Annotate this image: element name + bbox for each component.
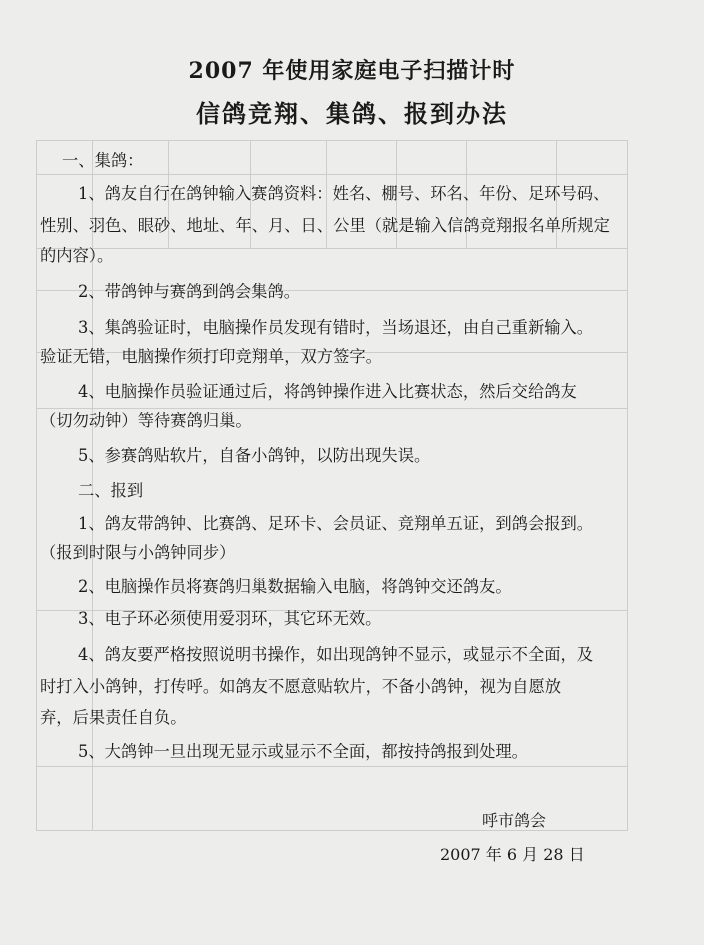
paragraph-line: 2、带鸽钟与赛鸽到鸽会集鸽。 (78, 282, 301, 301)
paragraph-line: 2、电脑操作员将赛鸽归巢数据输入电脑，将鸽钟交还鸽友。 (78, 577, 512, 596)
paragraph-line: 时打入小鸽钟，打传呼。如鸽友不愿意贴软片，不备小鸽钟，视为自愿放 (40, 677, 562, 696)
paragraph-line: 1、鸽友带鸽钟、比赛鸽、足环卡、会员证、竞翔单五证，到鸽会报到。 (78, 514, 594, 533)
paragraph-line: 4、鸽友要严格按照说明书操作，如出现鸽钟不显示，或显示不全面，及 (78, 645, 594, 664)
paragraph-line: 性别、羽色、眼砂、地址、年、月、日、公里（就是输入信鸽竞翔报名单所规定 (40, 216, 610, 235)
signature-date: 2007 年 6 月 28 日 (440, 845, 585, 864)
paragraph-line: 的内容）。 (40, 246, 114, 265)
paragraph-line: 弃，后果责任自负。 (40, 708, 187, 727)
paragraph-line: 验证无错，电脑操作须打印竞翔单，双方签字。 (40, 347, 382, 366)
paragraph-line: （报到时限与小鸽钟同步） (40, 543, 236, 562)
document-title-line-1: 2007 年使用家庭电子扫描计时 (188, 58, 516, 84)
section-heading-report: 二、报到 (78, 481, 144, 500)
paragraph-line: （切勿动钟）等待赛鸽归巢。 (40, 411, 252, 430)
paragraph-line: 5、大鸽钟一旦出现无显示或显示不全面，都按持鸽报到处理。 (78, 742, 528, 761)
section-heading-collect: 一、集鸽： (62, 151, 144, 170)
paragraph-line: 5、参赛鸽贴软片，自备小鸽钟，以防出现失误。 (78, 446, 431, 465)
paragraph-line: 3、电子环必须使用爱羽环，其它环无效。 (78, 609, 382, 628)
paragraph-line: 4、电脑操作员验证通过后，将鸽钟操作进入比赛状态，然后交给鸽友 (78, 382, 577, 401)
document-title-line-2: 信鸽竞翔、集鸽、报到办法 (196, 99, 508, 128)
signature-organization: 呼市鸽会 (482, 811, 547, 830)
paragraph-line: 1、鸽友自行在鸽钟输入赛鸽资料：姓名、棚号、环名、年份、足环号码、 (78, 184, 610, 203)
paragraph-line: 3、集鸽验证时，电脑操作员发现有错时，当场退还，由自己重新输入。 (78, 318, 594, 337)
